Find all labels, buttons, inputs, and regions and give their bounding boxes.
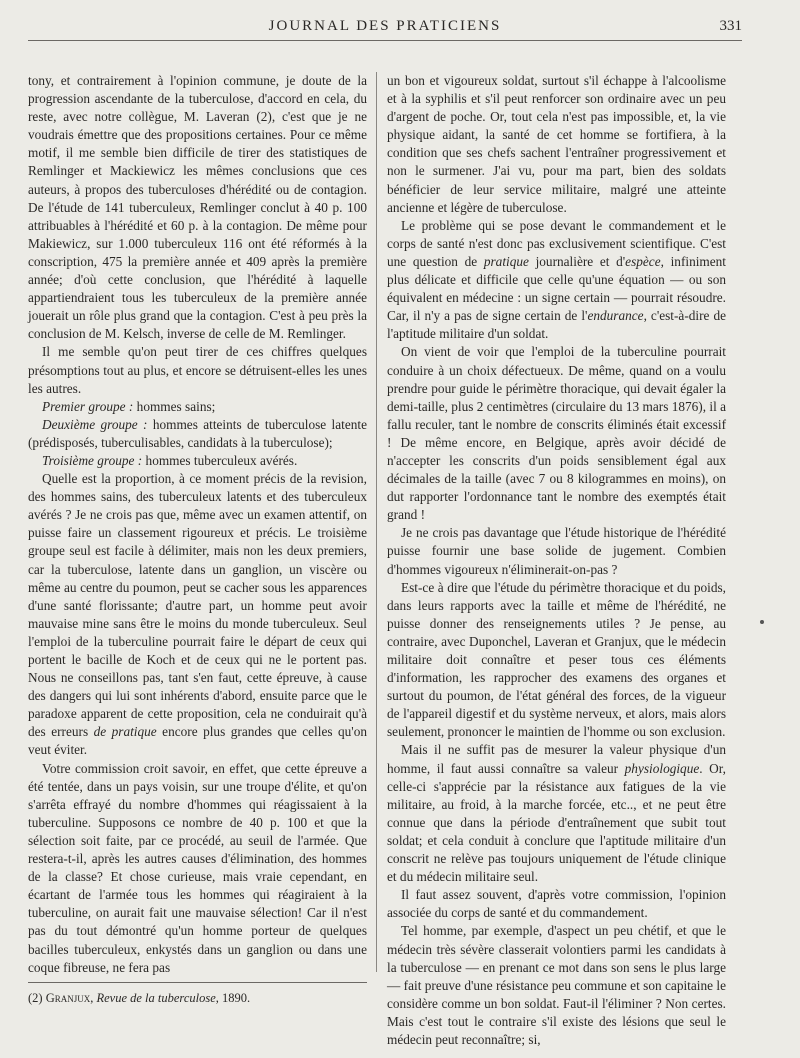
group-label: Premier groupe :: [42, 398, 134, 414]
group-label: Troisième groupe :: [42, 452, 143, 468]
margin-speck: [760, 620, 764, 624]
group-item: Troisième groupe : hommes tuberculeux avérés.: [42, 452, 298, 468]
footnote-source: Revue de la tuberculose: [96, 991, 216, 1005]
footnote-rule: [28, 982, 367, 983]
left-column: [28, 72, 367, 977]
paragraph: Mais il ne suffit pas de mesurer la valeur physique d'un homme, il faut aussi connaître sa valeur physiologique. Or, celle-ci s'apprécie par la résistance aux fatigues de la vie militaire, au froid, à la marche forcée, etc.., et ne peut être connue que dans la période d'entraînement que subit tout soldat; et cela conduit à conclure que l'aptitude militaire d'un conscrit ne relève pas toujours uniquement de l'étude clinique et du médecin militaire seul.: [387, 742, 726, 885]
footnote-author: Granjux: [45, 991, 91, 1005]
group-label: Deuxième groupe :: [42, 416, 148, 432]
paragraph: Est-ce à dire que l'étude du périmètre thoracique et du poids, dans leurs rapports avec la taille et même de l'hérédité, ne puisse donner des renseignements utiles ? Je pense, au contraire, avec Duponchel, Laveran et Granjux, que le médecin militaire doit connaître et peser tous ces éléments d'information, les rapprocher des examens des organes et surtout du poumon, de l'état général des forces, de la vigueur de l'appareil digestif et du système nerveux, et alors, mais alors seulement, prononcer le maintien de l'homme ou son exclusion.: [387, 579, 726, 740]
paragraph: On vient de voir que l'emploi de la tuberculine pourrait conduire à un choix défectueux. De même, quand on a voulu prendre pour guide le périmètre thoracique, qui devait égaler la demi-taille, plus 2 centimètres (circulaire du 13 mars 1876), il a fallu reculer, tant le nombre de conscrits éliminés était excessif ! De même encore, en Belgique, après avoir décidé de n'accepter les conscrits d'un poids sensiblement égal aux décimales de la taille (avec 7 ou 8 kilogrammes en moins), on dut rapporter l'ordonnance tant le nombre des exemptés était grand !: [387, 344, 726, 523]
right-column: [387, 72, 726, 1049]
column-divider: [376, 72, 377, 972]
journal-title: JOURNAL DES PRATICIENS: [268, 18, 502, 34]
paragraph: Quelle est la proportion, à ce moment précis de la revision, des hommes sains, des tuberculeux latents et des tuberculeux avérés ? Je ne crois pas que, même avec un examen attentif, on puisse faire un classement rigoureux et précis. Le troisième groupe seul est facile à délimiter, mais non les deux premiers, car la tuberculose, latente dans un ganglion, un viscère ou même au centre du poumon, peut se cacher sous les apparences d'une santé florissante; d'autre part, un homme peut avoir mauvaise mine sans être le moins du monde tuberculeux. Seul l'emploi de la tuberculine pourrait faire le départ de ceux qui portent le bacille de Koch et de ceux qui ne le portent pas. Nous ne conseillons pas, tant s'en faut, cette épreuve, à cause des dangers qui lui sont inhérents d'abord, ensuite parce que le paradoxe apparent de cette proposition, cela ne conduirait qu'à des erreurs de pratique encore plus grandes que celles qu'on veut éviter.: [28, 471, 367, 758]
paragraph: un bon et vigoureux soldat, surtout s'il échappe à l'alcoolisme et à la syphilis et s'il peut renforcer son ordinaire avec un peu d'argent de poche. Or, tout cela n'est pas impossible, et, la vie physique aidant, la santé de cet homme se fortifiera, à la condition que ses chefs sachent l'entraîner progressivement et non le surmener. J'ai vu, pour ma part, bien des soldats bénéficier de leur service militaire, malgré une atteinte ancienne et légère de tuberculose.: [387, 73, 726, 215]
paragraph: Il faut assez souvent, d'après votre commission, l'opinion associée du corps de santé et du commandement.: [387, 887, 726, 921]
paragraph: tony, et contrairement à l'opinion commune, je doute de la progression ascendante de la tuberculose, d'accord en cela, du reste, avec notre collègue, M. Laveran (2), c'est que je ne voudrais émettre que des propositions certaines. Pour ce même motif, il me semble bien difficile de tirer des statistiques de Remlinger et Mackiewicz les mêmes conclusions que ces auteurs, à propos des tuberculoses d'hérédité ou de contagion. De l'étude de 141 tuberculeux, Remlinger conclut à 40 p. 100 attribuables à l'hérédité et 60 p. à la contagion. De même pour Makiewicz, sur 1.000 tuberculeux 116 ont été réformés à la conscription, 475 la première année et 409 après la première année; d'où cette conclusion, que l'hérédité à laquelle appartiendraient tous les tuberculeux de la première année jouerait un rôle plus grand que la contagion. C'est à peu près la conclusion de M. Kelsch, inverse de celle de M. Remlinger.: [28, 73, 367, 342]
paragraph: Il me semble qu'on peut tirer de ces chiffres quelques présomptions tout au plus, et encore se détruisent-elles les unes les autres.: [28, 344, 367, 396]
page-number: 331: [719, 18, 742, 34]
paragraph: Je ne crois pas davantage que l'étude historique de l'hérédité puisse fournir une base solide de jugement. Combien d'hommes vigoureux n'éliminerait-on-pas ?: [387, 525, 726, 577]
paragraph: Le problème qui se pose devant le commandement et le corps de santé n'est donc pas exclusivement scientifique. C'est une question de pratique journalière et d'espèce, infiniment plus délicate et difficile que celle qu'une équation — ou son équivalent en médecine : un signe certain — pourrait résoudre. Car, il n'y a pas de signe certain de l'endurance, c'est-à-dire de l'aptitude militaire d'un soldat.: [387, 217, 727, 342]
group-item: Premier groupe : hommes sains;: [42, 398, 216, 414]
paragraph: Tel homme, par exemple, d'aspect un peu chétif, et que le médecin très sévère classerait volontiers parmi les candidats à la tuberculose — en prenant ce mot dans son sens le plus large — fait preuve d'une résistance peu commune et son capitaine le considère comme un bon soldat. Faut-il l'éliminer ? Non certes. Mais c'est tout le contraire s'il existe des lésions que seul le médecin peut reconnaître; si,: [387, 923, 726, 1047]
running-header: [28, 14, 742, 41]
footnote: (2) Granjux, Revue de la tuberculose, 1890.: [28, 991, 251, 1005]
group-item: Deuxième groupe : hommes atteints de tuberculose latente (prédisposés, tuberculisables, candidats à la tuberculose);: [28, 416, 367, 450]
paragraph: Votre commission croit savoir, en effet, que cette épreuve a été tentée, dans un pays voisin, sur une troupe d'élite, et qu'on s'arrêta effrayé du nombre d'hommes qui réagissaient à la tuberculine. Supposons ce nombre de 40 p. 100 et que la sélection soit faite, par ce procédé, au seuil de l'armée. Que restera-t-il, après les autres causes d'élimination, des hommes de la classe? Et chose curieuse, mais vraie cependant, en écartant de l'armée tous les hommes qui réagiraient à la tuberculine, on aurait fait une mauvaise sélection! Car il n'est pas du tout démontré qu'un homme porteur de quelques bacilles tuberculeux, enkystés dans un ganglion ou dans une coque fibreuse, ne fera pas: [28, 760, 367, 975]
